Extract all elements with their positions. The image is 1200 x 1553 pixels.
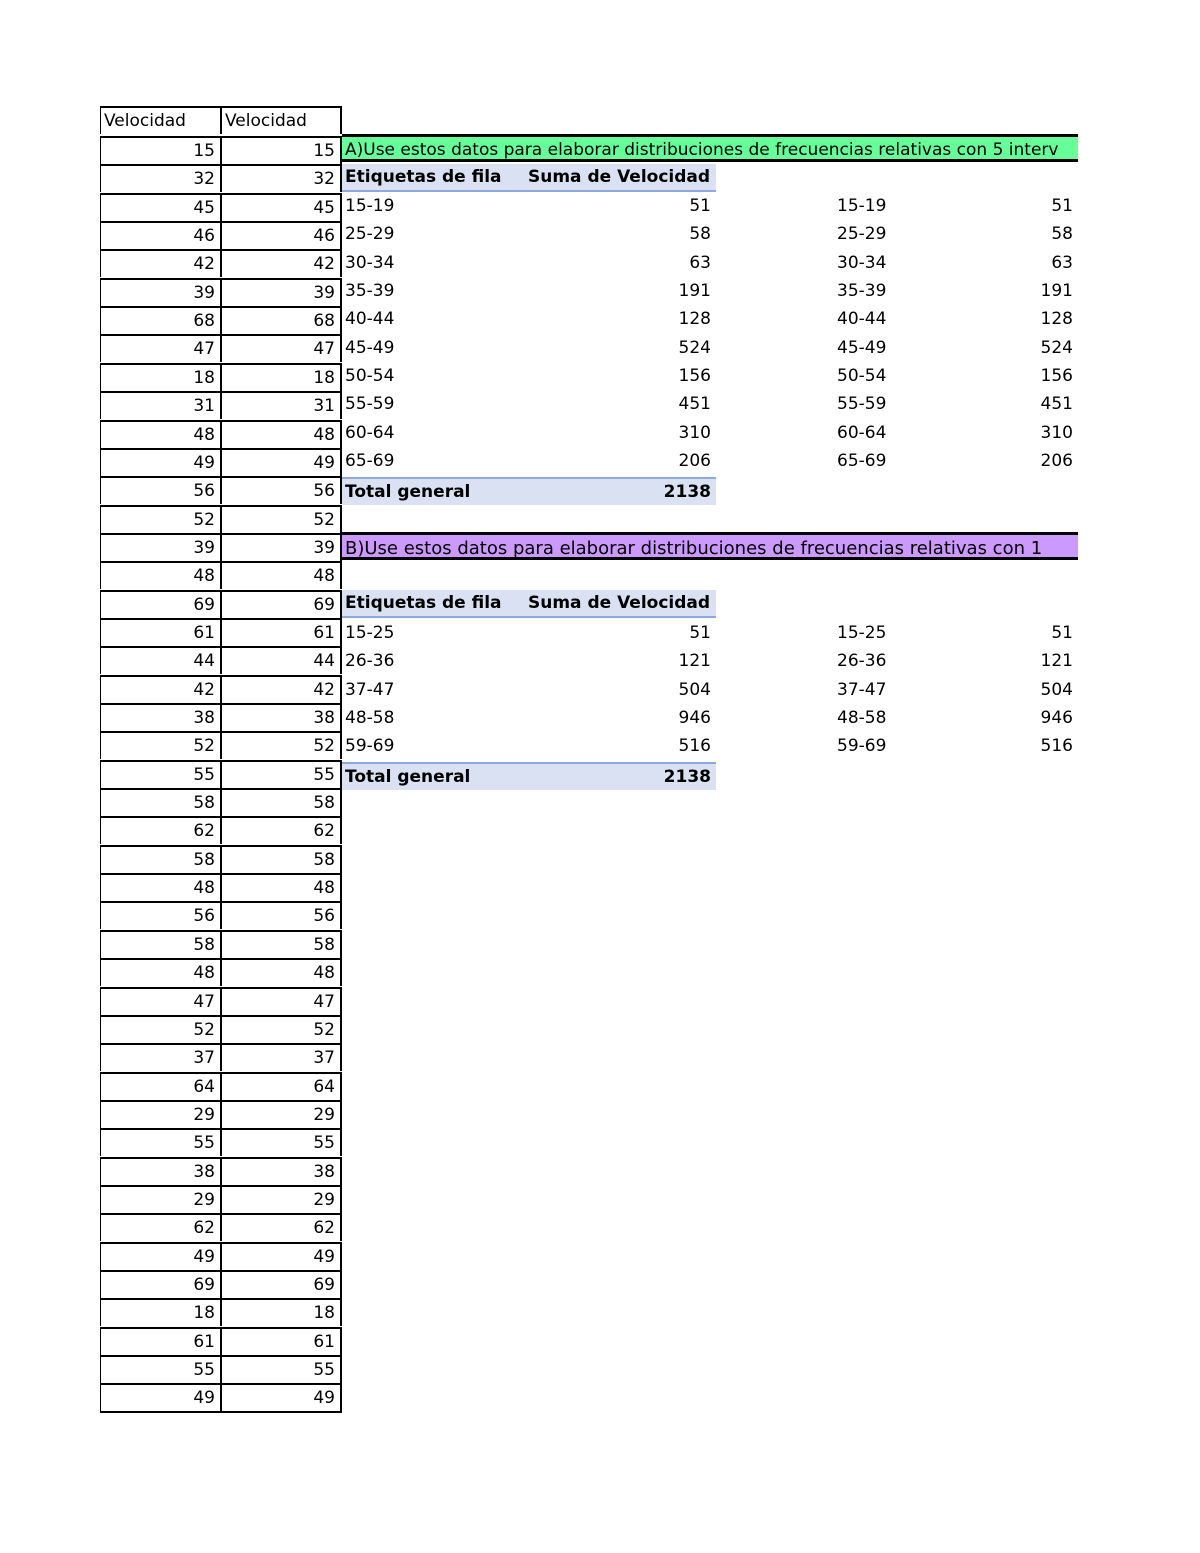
velocidad-cell-b[interactable]: 48 [221,873,342,901]
pivot-row-label[interactable]: 48-58 [345,708,395,729]
velocidad-cell-a[interactable]: 64 [100,1072,221,1100]
velocidad-cell-b[interactable]: 61 [221,1327,342,1355]
copy-row-label[interactable]: 48-58 [837,708,887,729]
velocidad-cell-b[interactable]: 18 [221,363,342,391]
pivot-row-label[interactable]: 45-49 [345,337,395,358]
velocidad-cell-a[interactable]: 18 [100,1298,221,1326]
pivot-row-label[interactable]: 60-64 [345,422,395,443]
velocidad-cell-b[interactable]: 52 [221,1015,342,1043]
copy-row-value[interactable]: 121 [1040,651,1073,672]
pivot-row-value[interactable]: 128 [678,309,711,330]
velocidad-cell-a[interactable]: 48 [100,958,221,986]
velocidad-cell-b[interactable]: 48 [221,420,342,448]
section-b-header-value[interactable]: Suma de Velocidad [522,590,716,618]
velocidad-cell-a[interactable]: 48 [100,873,221,901]
copy-row-value[interactable]: 504 [1040,679,1073,700]
velocidad-cell-a[interactable]: 44 [100,646,221,674]
velocidad-cell-a[interactable]: 47 [100,334,221,362]
velocidad-cell-b[interactable]: 64 [221,1072,342,1100]
velocidad-cell-b[interactable]: 39 [221,278,342,306]
copy-row-label[interactable]: 45-49 [837,337,887,358]
section-a-banner[interactable]: A)Use estos datos para elaborar distribuciones de frecuencias relativas con 5 interv [342,134,1078,162]
velocidad-cell-a[interactable]: 55 [100,1355,221,1383]
velocidad-cell-b[interactable]: 29 [221,1185,342,1213]
copy-row-value[interactable]: 156 [1040,366,1073,387]
copy-row-value[interactable]: 946 [1040,708,1073,729]
velocidad-cell-b[interactable]: 48 [221,561,342,589]
velocidad-cell-b[interactable]: 55 [221,760,342,788]
velocidad-cell-a[interactable]: 58 [100,845,221,873]
pivot-row-label[interactable]: 15-19 [345,196,395,216]
velocidad-cell-b[interactable]: 49 [221,1242,342,1270]
velocidad-cell-a[interactable]: 47 [100,987,221,1015]
copy-row-label[interactable]: 15-25 [837,623,887,643]
pivot-row-label[interactable]: 35-39 [345,281,395,302]
velocidad-cell-b[interactable]: 31 [221,391,342,419]
copy-row-label[interactable]: 65-69 [837,451,887,472]
copy-row-value[interactable]: 310 [1040,422,1073,443]
velocidad-cell-a[interactable]: 39 [100,533,221,561]
velocidad-cell-a[interactable]: 62 [100,1213,221,1241]
copy-row-value[interactable]: 128 [1040,309,1073,330]
velocidad-cell-a[interactable]: 42 [100,675,221,703]
copy-row-label[interactable]: 26-36 [837,651,887,672]
copy-row-label[interactable]: 25-29 [837,224,887,245]
velocidad-cell-b[interactable]: 58 [221,845,342,873]
velocidad-cell-a[interactable]: 49 [100,1242,221,1270]
copy-row-label[interactable]: 40-44 [837,309,887,330]
velocidad-cell-b[interactable]: 47 [221,334,342,362]
velocidad-cell-a[interactable]: 55 [100,1128,221,1156]
copy-row-label[interactable]: 30-34 [837,252,887,273]
pivot-row-label[interactable]: 65-69 [345,451,395,472]
pivot-row-label[interactable]: 37-47 [345,679,395,700]
velocidad-cell-b[interactable]: 56 [221,901,342,929]
velocidad-cell-b[interactable]: 42 [221,675,342,703]
velocidad-cell-b[interactable]: 62 [221,816,342,844]
copy-row-value[interactable]: 451 [1040,394,1073,415]
section-a-total-label[interactable]: Total general [342,477,522,505]
section-a-header-label[interactable]: Etiquetas de fila [342,164,522,192]
velocidad-cell-b[interactable]: 38 [221,703,342,731]
velocidad-cell-a[interactable]: 52 [100,1015,221,1043]
pivot-row-label[interactable]: 55-59 [345,394,395,415]
velocidad-cell-b[interactable]: 56 [221,476,342,504]
velocidad-cell-a[interactable]: 38 [100,1157,221,1185]
pivot-row-value[interactable]: 51 [689,623,711,643]
velocidad-cell-a[interactable]: 58 [100,930,221,958]
header-velocidad-a[interactable]: Velocidad [100,106,221,134]
velocidad-cell-a[interactable]: 29 [100,1185,221,1213]
velocidad-cell-a[interactable]: 55 [100,760,221,788]
velocidad-cell-a[interactable]: 48 [100,420,221,448]
copy-row-value[interactable]: 516 [1040,736,1073,757]
velocidad-cell-b[interactable]: 15 [221,136,342,164]
section-b-banner[interactable]: B)Use estos datos para elaborar distribuciones de frecuencias relativas con 1 [342,532,1078,560]
pivot-row-label[interactable]: 26-36 [345,651,395,672]
velocidad-cell-b[interactable]: 61 [221,618,342,646]
velocidad-cell-a[interactable]: 61 [100,1327,221,1355]
velocidad-cell-a[interactable]: 52 [100,505,221,533]
pivot-row-value[interactable]: 504 [678,679,711,700]
pivot-row-value[interactable]: 63 [689,252,711,273]
pivot-row-value[interactable]: 51 [689,196,711,216]
copy-row-label[interactable]: 60-64 [837,422,887,443]
section-b-total-value[interactable]: 2138 [522,762,716,790]
copy-row-label[interactable]: 35-39 [837,281,887,302]
velocidad-cell-a[interactable]: 48 [100,561,221,589]
velocidad-cell-a[interactable]: 32 [100,164,221,192]
velocidad-cell-a[interactable]: 31 [100,391,221,419]
section-a-header-value[interactable]: Suma de Velocidad [522,164,716,192]
pivot-row-label[interactable]: 15-25 [345,623,395,643]
velocidad-cell-a[interactable]: 18 [100,363,221,391]
velocidad-cell-a[interactable]: 62 [100,816,221,844]
velocidad-cell-b[interactable]: 69 [221,1270,342,1298]
pivot-row-label[interactable]: 40-44 [345,309,395,330]
pivot-row-value[interactable]: 451 [678,394,711,415]
pivot-row-label[interactable]: 50-54 [345,366,395,387]
velocidad-cell-a[interactable]: 56 [100,901,221,929]
copy-row-label[interactable]: 15-19 [837,196,887,216]
velocidad-cell-b[interactable]: 48 [221,958,342,986]
velocidad-cell-a[interactable]: 49 [100,1383,221,1413]
copy-row-value[interactable]: 51 [1051,196,1073,216]
velocidad-cell-a[interactable]: 37 [100,1043,221,1071]
velocidad-cell-a[interactable]: 61 [100,618,221,646]
pivot-row-value[interactable]: 156 [678,366,711,387]
velocidad-cell-b[interactable]: 46 [221,221,342,249]
velocidad-cell-b[interactable]: 39 [221,533,342,561]
copy-row-label[interactable]: 59-69 [837,736,887,757]
velocidad-cell-a[interactable]: 29 [100,1100,221,1128]
pivot-row-value[interactable]: 191 [678,281,711,302]
velocidad-cell-b[interactable]: 37 [221,1043,342,1071]
velocidad-cell-b[interactable]: 32 [221,164,342,192]
velocidad-cell-b[interactable]: 55 [221,1128,342,1156]
velocidad-cell-a[interactable]: 45 [100,193,221,221]
velocidad-cell-b[interactable]: 52 [221,731,342,759]
velocidad-cell-b[interactable]: 29 [221,1100,342,1128]
velocidad-cell-b[interactable]: 69 [221,590,342,618]
pivot-row-label[interactable]: 59-69 [345,736,395,757]
pivot-row-value[interactable]: 524 [678,337,711,358]
velocidad-cell-b[interactable]: 49 [221,1383,342,1413]
velocidad-cell-b[interactable]: 18 [221,1298,342,1326]
velocidad-cell-a[interactable]: 69 [100,590,221,618]
pivot-row-value[interactable]: 946 [678,708,711,729]
section-b-header-label[interactable]: Etiquetas de fila [342,590,522,618]
velocidad-cell-a[interactable]: 58 [100,788,221,816]
velocidad-cell-a[interactable]: 52 [100,731,221,759]
velocidad-cell-b[interactable]: 68 [221,306,342,334]
velocidad-cell-a[interactable]: 38 [100,703,221,731]
copy-row-value[interactable]: 206 [1040,451,1073,472]
velocidad-cell-a[interactable]: 68 [100,306,221,334]
pivot-row-value[interactable]: 58 [689,224,711,245]
velocidad-cell-a[interactable]: 46 [100,221,221,249]
copy-row-label[interactable]: 37-47 [837,679,887,700]
pivot-row-label[interactable]: 30-34 [345,252,395,273]
copy-row-label[interactable]: 50-54 [837,366,887,387]
velocidad-cell-b[interactable]: 47 [221,987,342,1015]
section-a-total-value[interactable]: 2138 [522,477,716,505]
velocidad-cell-a[interactable]: 69 [100,1270,221,1298]
velocidad-cell-a[interactable]: 42 [100,249,221,277]
velocidad-cell-b[interactable]: 44 [221,646,342,674]
copy-row-label[interactable]: 55-59 [837,394,887,415]
velocidad-cell-b[interactable]: 58 [221,930,342,958]
velocidad-cell-b[interactable]: 52 [221,505,342,533]
copy-row-value[interactable]: 63 [1051,252,1073,273]
velocidad-cell-b[interactable]: 58 [221,788,342,816]
pivot-row-value[interactable]: 516 [678,736,711,757]
pivot-row-value[interactable]: 206 [678,451,711,472]
velocidad-cell-a[interactable]: 39 [100,278,221,306]
velocidad-cell-b[interactable]: 49 [221,448,342,476]
velocidad-cell-a[interactable]: 49 [100,448,221,476]
pivot-row-value[interactable]: 121 [678,651,711,672]
velocidad-cell-b[interactable]: 42 [221,249,342,277]
header-velocidad-b[interactable]: Velocidad [221,106,342,134]
copy-row-value[interactable]: 58 [1051,224,1073,245]
velocidad-cell-a[interactable]: 56 [100,476,221,504]
velocidad-cell-b[interactable]: 45 [221,193,342,221]
velocidad-cell-b[interactable]: 38 [221,1157,342,1185]
velocidad-cell-a[interactable]: 15 [100,136,221,164]
pivot-row-label[interactable]: 25-29 [345,224,395,245]
copy-row-value[interactable]: 191 [1040,281,1073,302]
copy-row-value[interactable]: 524 [1040,337,1073,358]
pivot-row-value[interactable]: 310 [678,422,711,443]
section-b-total-label[interactable]: Total general [342,762,522,790]
copy-row-value[interactable]: 51 [1051,623,1073,643]
velocidad-cell-b[interactable]: 55 [221,1355,342,1383]
velocidad-cell-b[interactable]: 62 [221,1213,342,1241]
